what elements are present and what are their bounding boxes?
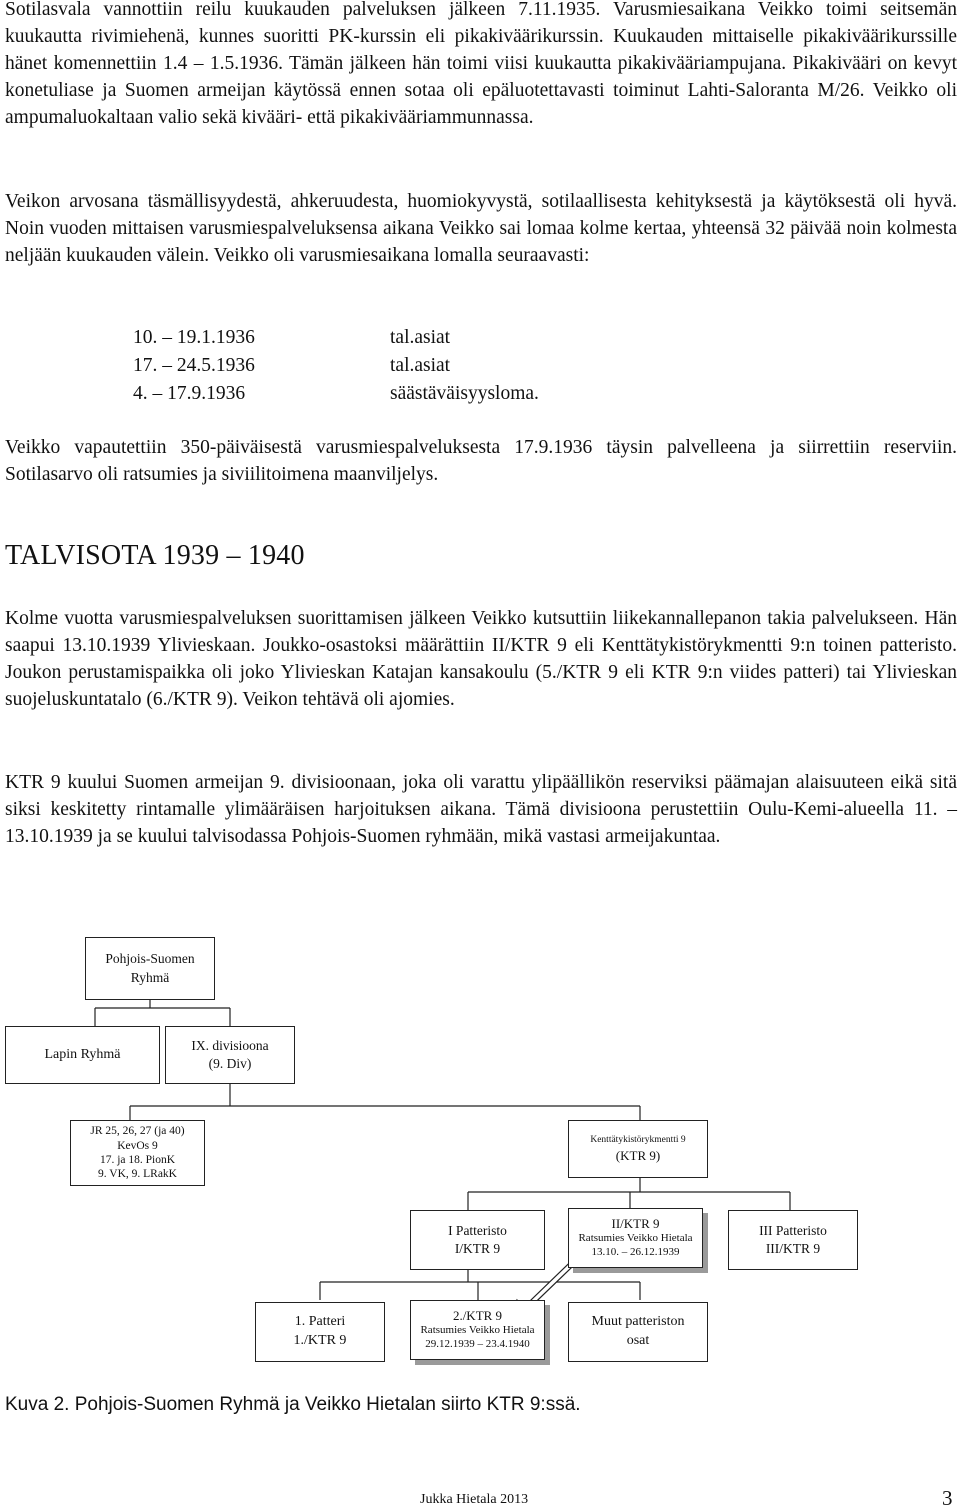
box-iii-patteristo [728, 1210, 858, 1270]
leave-dates: 4. – 17.9.1936 [133, 383, 246, 404]
box-label: 29.12.1939 – 23.4.1940 [425, 1338, 530, 1351]
paragraph-service: Sotilasvala vannottiin reilu kuukauden palveluksen jälkeen 7.11.1935. Varusmiesaikana Veikko toimi seitsemän kuukautta rivimiehenä, kunnes suoritti PK-kurssin eli pikakiväärikurssin. Kuukauden mittaiselle pikakiväärikurssille hänet komennettiin 1.4 – 1.5.1936. Tämän jälkeen hän toimi viisi kuukautta pikakivääriampujana. Pikakivääri on kevyt konetuliase ja Suomen armeijan käytössä ennen sotaa oli epäluotettavasti toiminut Lahti-Saloranta M/26. Veikko oli ampumaluokaltaan valio sekä kivääri- että pikakivääriammunnassa. [5, 0, 957, 128]
box-pohjois-suomen-ryhma [85, 937, 215, 1000]
box-label: IX. divisioona [191, 1037, 269, 1053]
box-label: 2./KTR 9 [452, 1308, 503, 1324]
box-label: 9. VK, 9. LRakK [97, 1168, 177, 1181]
box-label: (KTR 9) [615, 1147, 661, 1163]
page-number: 3 [942, 1486, 953, 1510]
box-label: I/KTR 9 [454, 1241, 501, 1256]
box-i-patteristo [410, 1210, 545, 1270]
box-label: KevOs 9 [117, 1139, 158, 1152]
box-label: 1. Patteri [294, 1314, 346, 1330]
box-muut-patteriston-osat [568, 1302, 708, 1362]
box-label: 13.10. – 26.12.1939 [591, 1246, 680, 1259]
box-label: Lapin Ryhmä [44, 1046, 121, 1062]
box-label: Muut patteriston [591, 1314, 685, 1330]
box-label: 1./KTR 9 [293, 1333, 347, 1348]
box-ix-divisioona [165, 1026, 295, 1084]
box-1-patteri [255, 1302, 385, 1362]
box-label: Ratsumies Veikko Hietala [420, 1324, 535, 1337]
leave-type: säästäväisyysloma. [390, 383, 539, 404]
paragraph-division: KTR 9 kuului Suomen armeijan 9. divisioonaan, joka oli varattu ylipäällikön reserviksi päämajan alaisuuteen eikä sitä siksi keskitetty rintamalle ylimääräisen harjoituksen aikana. Tämä divisioona perustettiin Oulu-Kemi-alueella 11. – 13.10.1939 ja se kuului talvisodassa Pohjois-Suomen ryhmään, mikä vastasi armeijakuntaa. [5, 772, 957, 847]
paragraph-grades: Veikon arvosana täsmällisyydestä, ahkeruudesta, huomiokyvystä, sotilaallisesta kehityksestä ja käytöksestä oli hyvä. Noin vuoden mittaisen varusmiespalveluksensa aikana Veikko sai lomaa kolme kertaa, yhteensä 32 päivää noin kolmesta neljään kuukauden välein. Veikko oli varusmiesaikana lomalla seuraavasti: [5, 191, 957, 266]
leave-dates: 10. – 19.1.1936 [133, 327, 255, 348]
box-label: Pohjois-Suomen [105, 951, 195, 967]
footer-author: Jukka Hietala 2013 [420, 1492, 529, 1507]
leave-type: tal.asiat [390, 327, 451, 348]
paragraph-mobilization: Kolme vuotta varusmiespalveluksen suorittamisen jälkeen Veikko kutsuttiin liikekannallepanon takia palvelukseen. Hän saapui 13.10.1939 Ylivieskaan. Joukko-osastoksi määrättiin II/KTR 9 eli Kenttätykistörykmentti 9:n toinen patteristo. Joukon perustamispaikka oli joko Ylivieskan Katajan kansakoulu (5./KTR 9 eli KTR 9:n viides patteri) tai Ylivieskan suojeluskuntatalo (6./KTR 9). Veikon tehtävä oli ajomies. [5, 608, 957, 710]
box-label: (9. Div) [208, 1056, 252, 1071]
box-label: III Patteristo [759, 1222, 827, 1238]
box-label: Ratsumies Veikko Hietala [578, 1232, 693, 1245]
box-label: III/KTR 9 [765, 1241, 821, 1256]
box-ii-ktr-9 [568, 1208, 703, 1268]
box-label: 17. ja 18. PionK [99, 1154, 176, 1166]
box-ktr-9 [568, 1120, 708, 1178]
box-2-ktr-9 [410, 1300, 545, 1360]
box-label: I Patteristo [448, 1222, 507, 1238]
leave-type: tal.asiat [390, 355, 451, 376]
box-label: osat [626, 1333, 650, 1348]
box-label: JR 25, 26, 27 (ja 40) [90, 1125, 185, 1138]
box-division-units [70, 1120, 205, 1186]
paragraph-release: Veikko vapautettiin 350-päiväisestä varusmiespalveluksesta 17.9.1936 täysin palvelleena ja siirrettiin reserviin. Sotilasarvo oli ratsumies ja siviilitoimena maanviljelys. [5, 437, 957, 485]
box-label: Ryhmä [130, 969, 170, 985]
section-heading: TALVISOTA 1939 – 1940 [5, 540, 305, 571]
figure-caption: Kuva 2. Pohjois-Suomen Ryhmä ja Veikko Hietalan siirto KTR 9:ssä. [5, 1394, 581, 1415]
box-label: Kenttätykistörykmentti 9 [590, 1134, 686, 1145]
leave-dates: 17. – 24.5.1936 [133, 355, 255, 376]
box-lapin-ryhma [5, 1026, 160, 1084]
box-label: II/KTR 9 [611, 1216, 660, 1232]
